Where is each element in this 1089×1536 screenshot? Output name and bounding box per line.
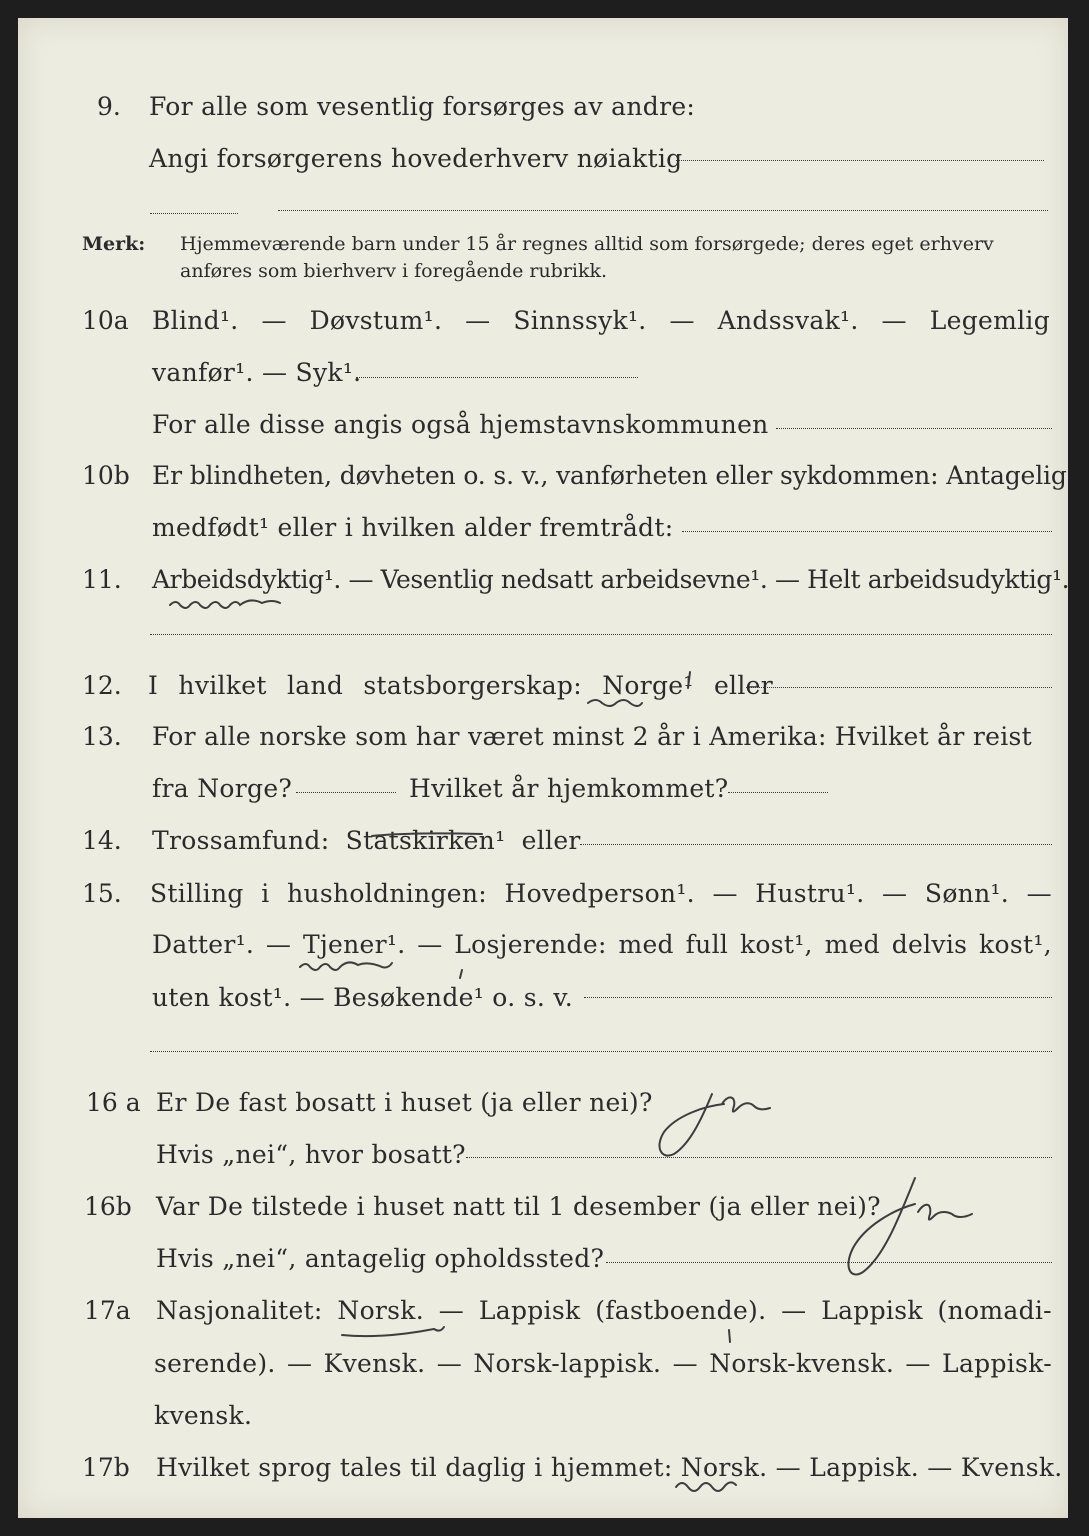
q14-line1: Trossamfund: Statskirken¹ eller [152, 826, 581, 855]
option-andssvak[interactable]: Andssvak¹. [717, 306, 859, 335]
word: (nomadi- [937, 1296, 1052, 1325]
q10a-line3: For alle disse angis også hjemstavnskommunen [152, 410, 769, 439]
dash: — [261, 306, 287, 335]
option-norsk-lappisk[interactable]: Norsk-lappisk. [473, 1349, 662, 1378]
underline-tjener [300, 962, 392, 970]
dash: — [436, 1349, 463, 1378]
option-blind[interactable]: Blind¹. [152, 306, 239, 335]
q17a-number: 17a [84, 1296, 131, 1325]
option-legemlig[interactable]: Legemlig [929, 306, 1050, 335]
dash: — [881, 306, 907, 335]
dash: — [287, 1349, 313, 1378]
dash: — [669, 306, 695, 335]
dash: — [882, 879, 908, 908]
q10a-number: 10a [82, 306, 129, 335]
q13-line2b: Hvilket år hjemkommet? [409, 774, 729, 803]
q17a-line3: kvensk. [154, 1401, 253, 1430]
underline-arbeidsdyktig [170, 600, 280, 608]
word: serende). [154, 1349, 276, 1378]
option-sinnssyk[interactable]: Sinnssyk¹. [513, 306, 647, 335]
word: Losjerende: [454, 930, 607, 959]
q17b-number: 17b [82, 1453, 130, 1482]
q14-number: 14. [82, 826, 122, 855]
option-kvensk[interactable]: Kvensk. [323, 1349, 426, 1378]
option-full-kost[interactable]: kost¹, [739, 930, 813, 959]
dash: — [1026, 879, 1052, 908]
word: (fastboende). [595, 1296, 767, 1325]
dash: — [265, 930, 292, 959]
q11-number: 11. [82, 565, 122, 594]
merk-line1: Hjemmeværende barn under 15 år regnes alltid som forsørgede; deres eget erhverv [180, 233, 994, 255]
tick-norsk-kvensk [729, 1330, 730, 1342]
q10b-line2: medfødt¹ eller i hvilken alder fremtrådt: [152, 513, 674, 542]
word: full [685, 930, 729, 959]
q17b-line1: Hvilket sprog tales til daglig i hjemmet: Norsk. — Lappisk. — Kvensk. [156, 1453, 1063, 1482]
q13-line2a: fra Norge? [152, 774, 293, 803]
q10b-line1: Er blindheten, døvheten o. s. v., vanførheten eller sykdommen: Antagelig [152, 461, 1067, 490]
q12-line1: I hvilket land statsborgerskap: Norge¹ eller [148, 671, 773, 700]
option-sonn[interactable]: Sønn¹. [924, 879, 1010, 908]
dash: — [417, 930, 443, 959]
option-norsk-kvensk[interactable]: Norsk-kvensk. [709, 1349, 895, 1378]
dash: — [438, 1296, 465, 1325]
underline-norsk-17b [676, 1482, 736, 1491]
dash: — [672, 1349, 698, 1378]
q16a-line1: Er De fast bosatt i huset (ja eller nei)? [156, 1088, 653, 1117]
option-datter[interactable]: Datter¹. [152, 930, 255, 959]
word: Stilling [150, 879, 244, 908]
q16a-number: 16 a [86, 1088, 141, 1117]
answer-ja-16a-j [659, 1094, 724, 1156]
q9-line1: For alle som vesentlig forsørges av andre: [149, 92, 696, 121]
option-hustru[interactable]: Hustru¹. [755, 879, 865, 908]
underline-statskirken [372, 833, 482, 836]
dash: — [905, 1349, 931, 1378]
answer-ja-16b-a [918, 1205, 972, 1220]
q16b-number: 16b [84, 1192, 132, 1221]
answer-ja-16a-a [722, 1097, 770, 1111]
option-delvis-kost[interactable]: kost¹, [979, 930, 1052, 959]
option-hovedperson[interactable]: Hovedperson¹. [504, 879, 695, 908]
q16b-line1: Var De tilstede i huset natt til 1 desember (ja eller nei)? [156, 1192, 881, 1221]
option-lappisk-kvensk[interactable]: Lappisk- [942, 1349, 1052, 1378]
merk-line2: anføres som bierhverv i foregående rubrikk. [180, 260, 608, 282]
option-norsk[interactable]: Norsk. [337, 1296, 424, 1325]
q11-line1: Arbeidsdyktig¹. — Vesentlig nedsatt arbeidsevne¹. — Helt arbeidsudyktig¹. [152, 565, 1070, 594]
q13-number: 13. [82, 722, 122, 751]
tick-besokende [460, 970, 462, 978]
q10b-number: 10b [82, 461, 130, 490]
option-dovstum[interactable]: Døvstum¹. [309, 306, 443, 335]
dash: — [465, 306, 491, 335]
option-lappisk-nomadiserende[interactable]: Lappisk [821, 1296, 923, 1325]
word: med [824, 930, 880, 959]
underline-norge [588, 700, 642, 706]
word: delvis [891, 930, 968, 959]
word: Nasjonalitet: [156, 1296, 323, 1325]
q16b-line2: Hvis „nei“, antagelig opholdssted? [156, 1244, 605, 1273]
underline-norsk-17a [342, 1327, 444, 1336]
q15-number: 15. [82, 879, 122, 908]
option-tjener[interactable]: Tjener¹. [303, 930, 406, 959]
word: med [618, 930, 674, 959]
dash: — [781, 1296, 807, 1325]
dash: — [712, 879, 738, 908]
q9-number: 9. [97, 92, 121, 121]
q15-line3: uten kost¹. — Besøkende¹ o. s. v. [152, 983, 574, 1012]
tick-norge [688, 672, 690, 688]
q16a-line2: Hvis „nei“, hvor bosatt? [156, 1140, 466, 1169]
word: i [261, 879, 270, 908]
answer-ja-16b-j [848, 1178, 915, 1275]
option-lappisk[interactable]: Lappisk [478, 1296, 581, 1325]
merk-label: Merk: [82, 233, 146, 255]
q9-line2: Angi forsørgerens hovederhverv nøiaktig [149, 144, 683, 173]
q10a-line2: vanfør¹. — Syk¹. [152, 358, 362, 387]
word: husholdningen: [287, 879, 487, 908]
q13-line1: For alle norske som har været minst 2 år i Amerika: Hvilket år reist [152, 722, 1033, 751]
q12-number: 12. [82, 671, 122, 700]
